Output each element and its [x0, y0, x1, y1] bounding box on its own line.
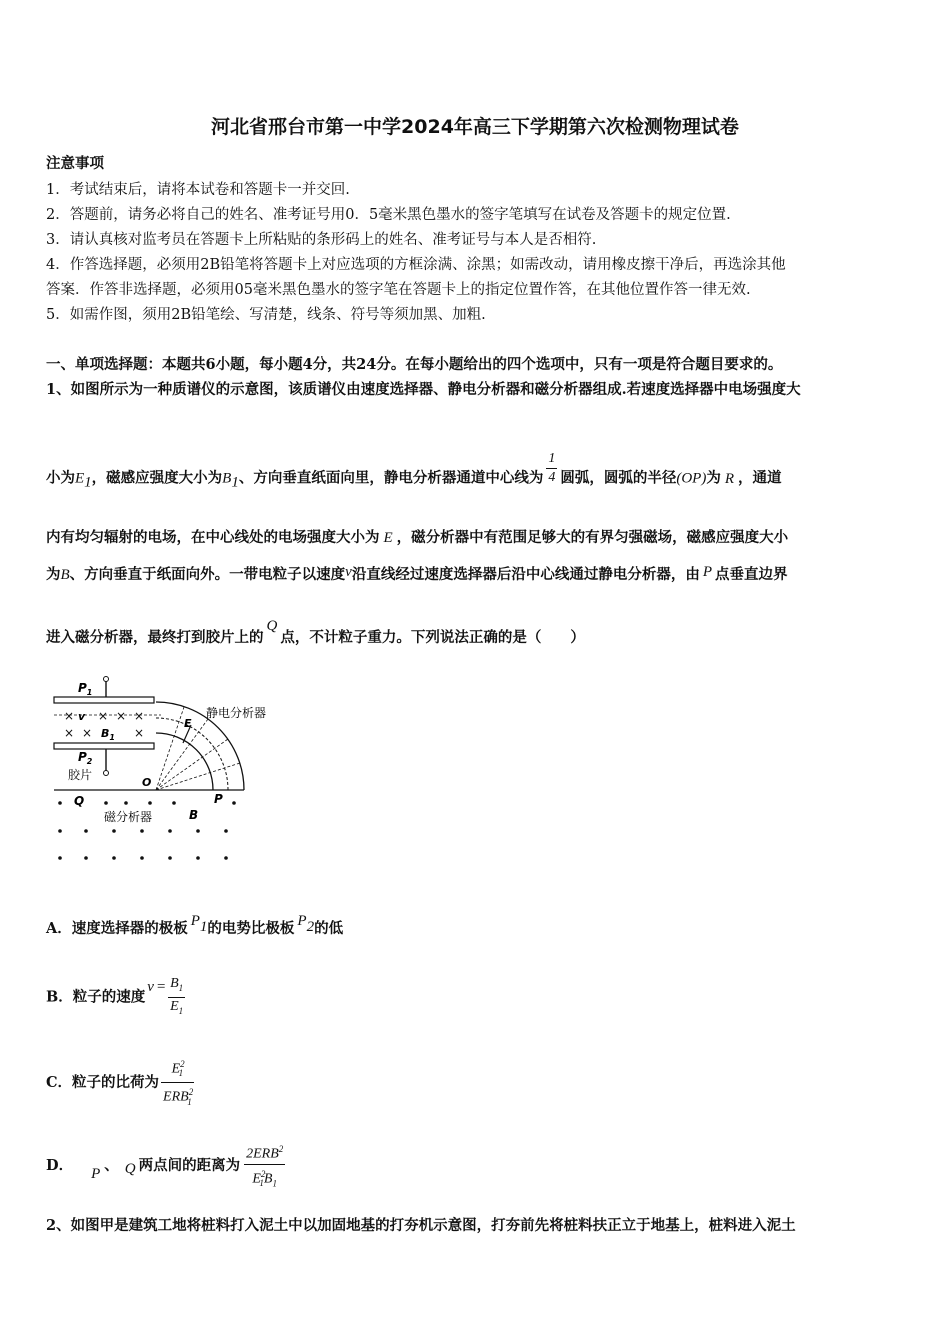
mass-spectrometer-figure — [46, 675, 296, 870]
svg-text:×: × — [116, 709, 127, 723]
p2-terminal-dot — [104, 771, 109, 776]
analyzer-inner-arc — [156, 733, 213, 790]
option-d: D． P 、 Q 两点间的距离为 $\frac{2ERB^2}{E^2_1B_1}$ — [46, 1140, 285, 1192]
svg-text:×: × — [98, 709, 109, 723]
option-c: C．粒子的比荷为 $\frac{E^2_1}{ERB^2_1}$ — [46, 1055, 194, 1111]
velocity-fraction: $\frac{B_1}{E_1}$ — [170, 976, 184, 1016]
svg-text:×: × — [82, 726, 93, 740]
p1-label: $P_1$ — [78, 681, 93, 697]
b-label: B — [189, 808, 199, 822]
upper-plate — [54, 697, 154, 703]
page-title: 河北省邢台市第一中学2024年高三下学期第六次检测物理试卷 — [211, 116, 739, 138]
svg-text:×: × — [64, 709, 75, 723]
question-1-line: 小为$E_1$，磁感应强度大小为$B_1$、方向垂直纸面向里，静电分析器通道中心线为 $\frac{1}{4}$ 圆弧，圆弧的半径(OP)为 R ，通道 — [46, 451, 782, 491]
notice-item: 5．如需作图，须用2B铅笔绘、写清楚，线条、符号等须加黑、加粗. — [46, 307, 486, 323]
charge-mass-fraction: $\frac{E^2_1}{ERB^2_1}$ — [161, 1055, 194, 1111]
question-1-line: 进入磁分析器，最终打到胶片上的Q点，不计粒子重力。下列说法正确的是（ ） — [46, 618, 585, 646]
section-heading: 一、单项选择题：本题共6小题，每小题4分，共24分。在每小题给出的四个选项中，只有一项是符合题目要求的。 — [46, 356, 783, 373]
option-a: A．速度选择器的极板 $P_1$的电势比极板 $P_2$的低 — [46, 913, 344, 937]
notice-item: 1．考试结束后，请将本试卷和答题卡一并交回. — [46, 182, 350, 198]
e-label: E — [184, 717, 192, 730]
p2-label: $P_2$ — [78, 750, 93, 766]
notice-item: 2．答题前，请务必将自己的姓名、准考证号用0．5毫米黑色墨水的签字笔填写在试卷及答题卡的规定位置. — [46, 207, 731, 223]
q-label: Q — [74, 794, 85, 808]
option-b: B．粒子的速度v = $\frac{B_1}{E_1}$ — [46, 975, 185, 1020]
o-label: O — [142, 776, 152, 789]
quarter-fraction: $\frac{1}{4}$ — [548, 451, 556, 485]
electrostatic-analyzer-label: 静电分析器 — [206, 706, 267, 720]
svg-text:×: × — [64, 726, 75, 740]
b1-label: $B_1$ — [101, 727, 115, 742]
question-1-line: 内有均匀辐射的电场，在中心线处的电场强度大小为 E ，磁分析器中有范围足够大的有界匀强磁场，磁感应强度大小 — [46, 529, 789, 546]
question-1-line: 1、如图所示为一种质谱仪的示意图，该质谱仪由速度选择器、静电分析器和磁分析器组成.若速度选择器中电场强度大 — [46, 381, 801, 398]
notice-item: 3．请认真核对监考员在答题卡上所粘贴的条形码上的姓名、准考证号与本人是否相符. — [46, 232, 597, 248]
lower-plate — [54, 743, 154, 749]
notice-item: 答案．作答非选择题，必须用05毫米黑色墨水的签字笔在答题卡上的指定位置作答，在其他位置作答一律无效. — [46, 282, 751, 298]
svg-text:×: × — [134, 709, 145, 723]
question-2-line: 2、如图甲是建筑工地将桩料打入泥土中以加固地基的打夯机示意图，打夯前先将桩料扶正立于地基上，桩料进入泥土 — [46, 1217, 796, 1234]
notice-heading: 注意事项 — [46, 155, 104, 172]
p1-terminal-dot — [104, 677, 109, 682]
p-label: P — [214, 792, 223, 806]
magnetic-analyzer-label: 磁分析器 — [104, 810, 153, 824]
question-1-line: 为B、方向垂直于纸面向外。一带电粒子以速度v沿直线经过速度选择器后沿中心线通过静电分析器，由 P 点垂直边界 — [46, 564, 788, 583]
svg-text:×: × — [134, 726, 145, 740]
velocity-label: v — [78, 710, 86, 723]
notice-item: 4．作答选择题，必须用2B铅笔将答题卡上对应选项的方框涂满、涂黑；如需改动，请用橡皮擦干净后，再选涂其他 — [46, 257, 786, 273]
analyzer-center-arc — [156, 718, 228, 790]
distance-fraction: $\frac{2ERB^2}{E^2_1B_1}$ — [244, 1140, 285, 1192]
film-label: 胶片 — [68, 768, 93, 782]
